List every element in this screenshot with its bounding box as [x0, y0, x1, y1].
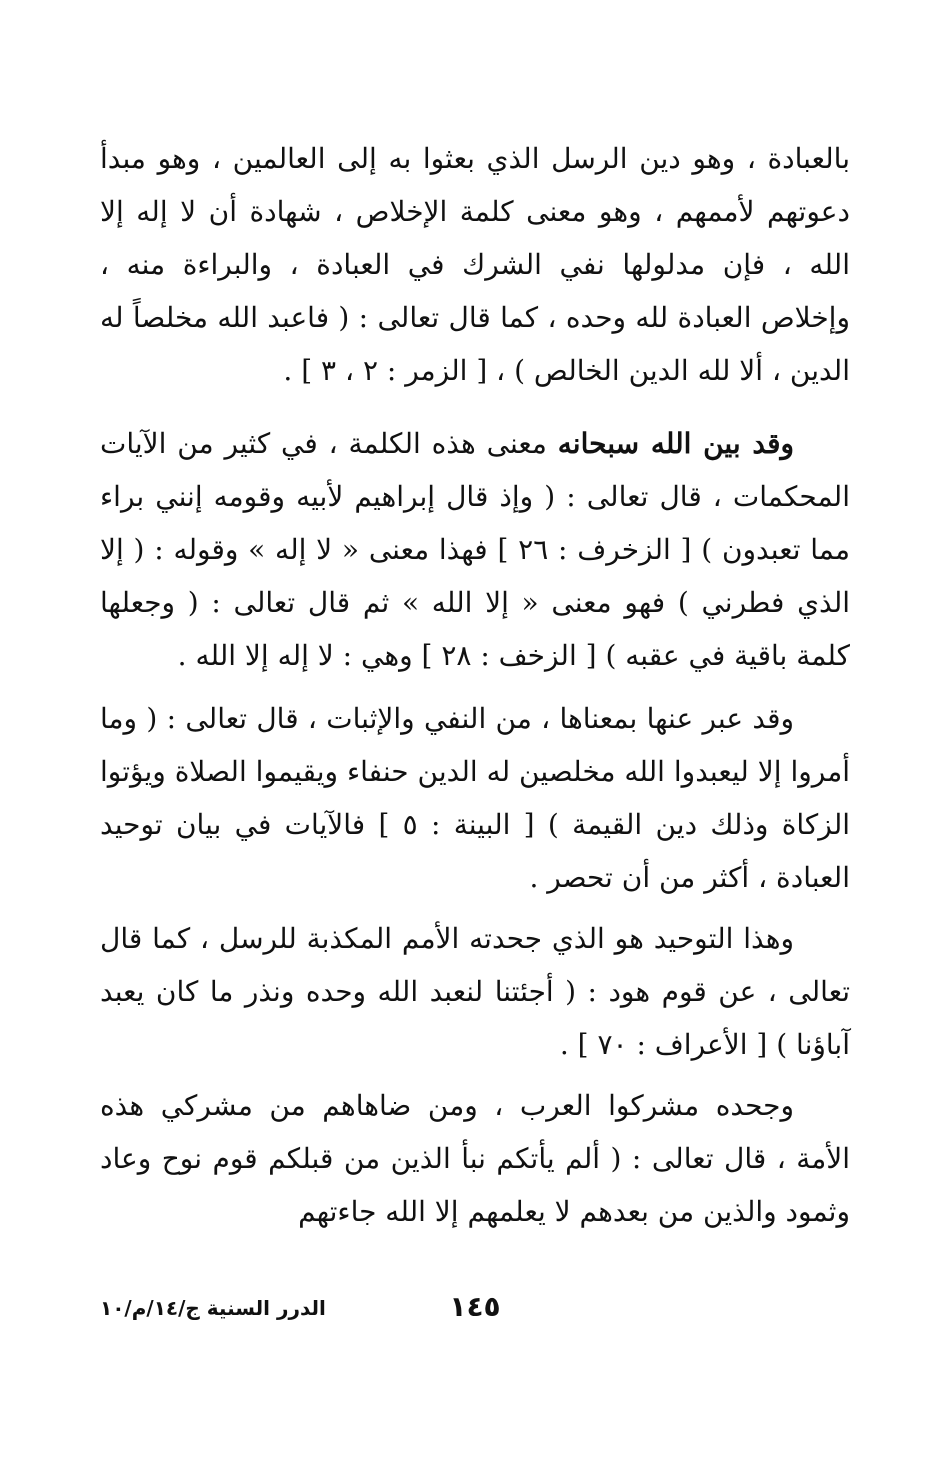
- paragraph-3-text: وقد عبر عنها بمعناها ، من النفي والإثبات ، قال تعالى : ( وما أمروا إلا ليعبدوا الله مخلصين له الدين حنفاء ويقيموا الصلاة ويؤتوا الزكاة وذلك دين القيمة ) [ البينة : ٥ ] فالآيات في بيان توحيد العبادة ، أكثر من أن تحصر .: [100, 702, 851, 894]
- paragraph-2-lead: وقد بين الله سبحانه: [557, 427, 794, 460]
- paragraph-4: [100, 912, 850, 1071]
- paragraph-1-text: بالعبادة ، وهو دين الرسل الذي بعثوا به إلى العالمين ، وهو مبدأ دعوتهم لأممهم ، وهو معنى كلمة الإخلاص ، شهادة أن لا إله إلا الله ، فإن مدلولها نفي الشرك في العبادة ، والبراءة منه ، وإخلاص العبادة لله وحده ، كما قال تعالى : ( فاعبد الله مخلصاً له الدين ، ألا لله الدين الخالص ) ، [ الزمر : ٢ ، ٣ ] .: [100, 142, 850, 387]
- page-footer: [100, 1290, 850, 1330]
- paragraph-5-text: وجحده مشركوا العرب ، ومن ضاهاهم من مشركي هذه الأمة ، قال تعالى : ( ألم يأتكم نبأ الذين من قبلكم قوم نوح وعاد وثمود والذين من بعدهم لا يعلمهم إلا الله جاءتهم: [100, 1089, 850, 1228]
- print-signature: الدرر السنية ج/١٤/م/١٠: [100, 1296, 326, 1320]
- paragraph-1: [100, 132, 850, 397]
- paragraph-5: [100, 1079, 850, 1238]
- page-body: [100, 132, 850, 1238]
- paragraph-2-text: معنى هذه الكلمة ، في كثير من الآيات المحكمات ، قال تعالى : ( وإذ قال إبراهيم لأبيه وقومه إنني براء مما تعبدون ) [ الزخرف : ٢٦ ] فهذا معنى « لا إله » وقوله : ( إلا الذي فطرني ) فهو معنى « إلا الله » ثم قال تعالى : ( وجعلها كلمة باقية في عقبه ) [ الزخف : ٢٨ ] وهي : لا إله إلا الله .: [100, 427, 851, 672]
- page-number: ١٤٥: [449, 1290, 501, 1323]
- paragraph-2: [100, 417, 850, 682]
- paragraph-3: [100, 692, 850, 904]
- paragraph-4-text: وهذا التوحيد هو الذي جحدته الأمم المكذبة للرسل ، كما قال تعالى ، عن قوم هود : ( أجئتنا لنعبد الله وحده ونذر ما كان يعبد آباؤنا ) [ الأعراف : ٧٠ ] .: [100, 922, 850, 1061]
